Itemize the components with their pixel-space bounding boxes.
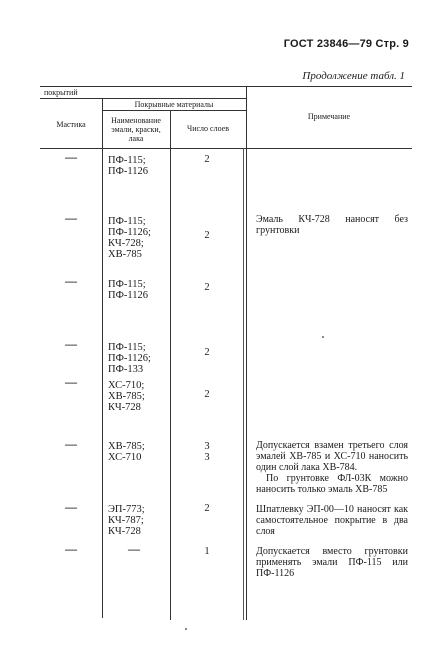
materials-line: ПФ-1126 [108,290,148,301]
note-cell: Шпатлевку ЭП-00—10 наносят как самостоятельное покрытие в два слоя [256,504,408,537]
page-header: ГОСТ 23846—79 Стр. 9 [283,38,409,50]
materials-line: КЧ-728 [108,402,141,413]
materials-line: ХС-710; [108,380,145,391]
materials-line: КЧ-787; [108,515,144,526]
materials-line: КЧ-728 [108,526,141,537]
mastic-cell: — [65,500,77,514]
materials-line: ХВ-785; [108,441,145,452]
scan-speck [185,628,187,630]
materials-line: ПФ-115; [108,216,146,227]
materials-line: ПФ-133 [108,364,144,375]
mastic-cell: — [65,211,77,225]
materials-line: ПФ-115; [108,342,146,353]
layers-cell: 2 [204,347,210,358]
header-layer-count: Число слоев [187,124,229,133]
header-materials-group: Покрывные материалы [134,100,214,109]
materials-cell [108,380,145,413]
col-divider-2 [170,110,171,620]
scan-speck [322,336,324,338]
header-note: Примечание [307,112,351,121]
materials-line: ЭП-773; [108,504,145,515]
group-rule [102,110,246,111]
subheader-rule [40,98,246,99]
header-material-name: Наименование эмали, краски, лака [111,116,161,143]
col-divider-3 [246,86,247,620]
table-top-rule [40,86,412,87]
header-mastic: Мастика [56,120,86,129]
layers-cell: 2 [204,154,210,165]
materials-line: КЧ-728; [108,238,144,249]
layers-cell: 2 [204,230,210,241]
materials-line: ПФ-1126 [108,166,148,177]
mastic-cell: — [65,375,77,389]
materials-line: ХВ-785; [108,391,145,402]
materials-cell: — [128,542,140,556]
layers-cell: 2 [204,389,210,400]
materials-line: ПФ-115; [108,155,146,166]
layers-cell: 2 [204,282,210,293]
header-top-label: покрытий [44,88,78,97]
col-divider-1 [102,98,103,618]
materials-cell [108,279,148,301]
note-cell: Эмаль КЧ-728 наносят без грунтовки [256,214,408,236]
materials-cell [108,155,148,177]
table-continuation-label: Продолжение табл. 1 [302,70,405,82]
materials-cell [108,216,151,260]
layers-value: 3 [204,441,210,452]
layers-cell: 2 [204,503,210,514]
materials-cell [108,441,145,463]
col-divider-3b [243,148,244,620]
materials-line: ХВ-785 [108,249,142,260]
materials-line: ХС-710 [108,452,142,463]
materials-cell [108,504,145,537]
note-cell: Допускается вместо грунтовки применять эмали ПФ-115 или ПФ-1126 [256,546,408,579]
mastic-cell: — [65,542,77,556]
mastic-cell: — [65,150,77,164]
note-cell [256,440,408,495]
layers-value: 3 [204,452,210,463]
layers-cell [197,441,217,463]
note-paragraph: По грунтовке ФЛ-03К можно наносить только эмаль ХВ-785 [256,473,408,495]
materials-line: ПФ-1126; [108,227,151,238]
mastic-cell: — [65,337,77,351]
materials-cell [108,342,151,375]
note-paragraph: Допускается взамен третьего слоя эмалей ХВ-785 и ХС-710 наносить один слой лака ХВ-784. [256,440,408,473]
materials-line: ПФ-115; [108,279,146,290]
mastic-cell: — [65,274,77,288]
layers-cell: 1 [204,546,210,557]
materials-line: ПФ-1126; [108,353,151,364]
mastic-cell: — [65,437,77,451]
header-bottom-rule [40,148,412,149]
